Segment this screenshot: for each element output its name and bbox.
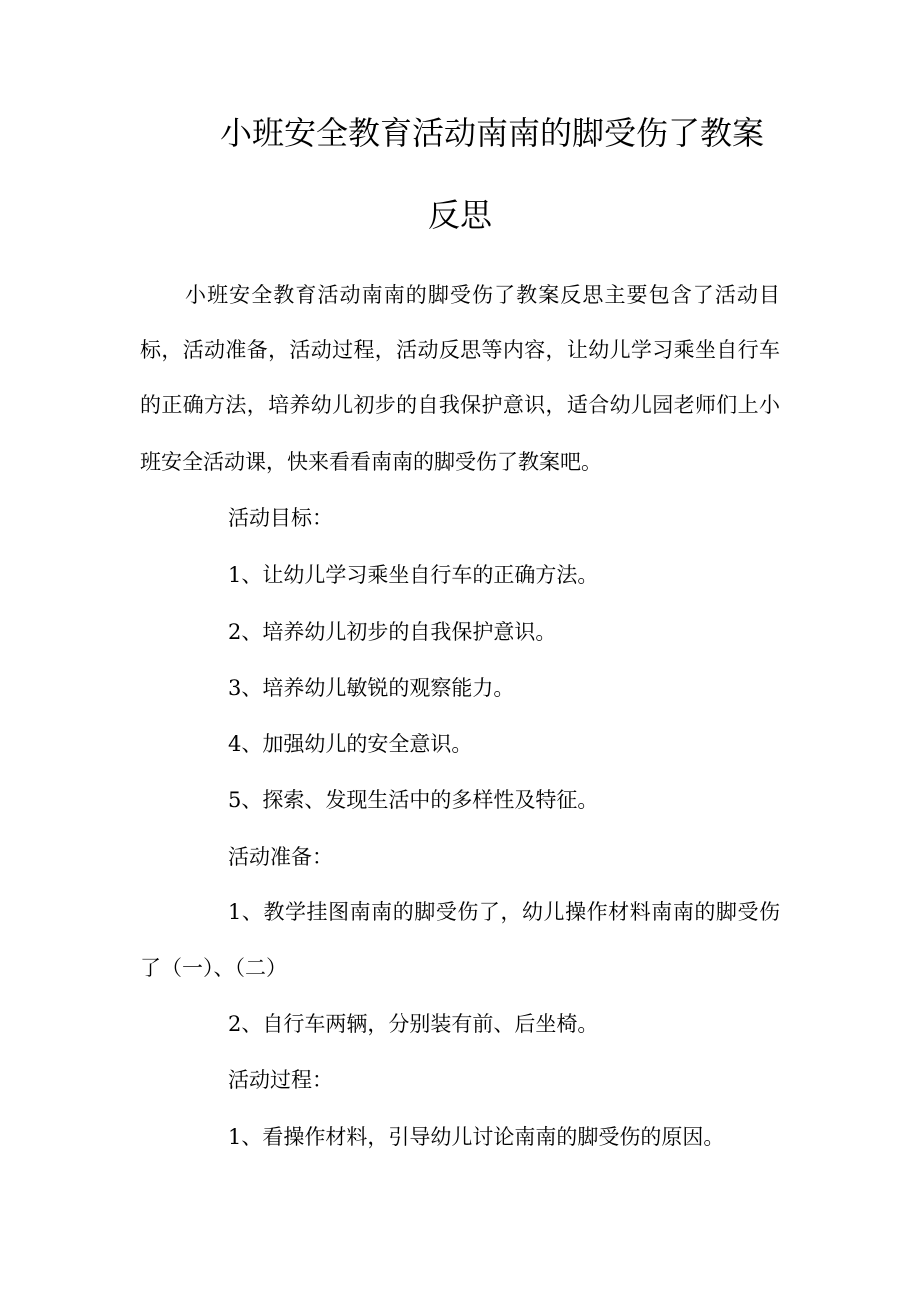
intro-line: 标，活动准备，活动过程，活动反思等内容，让幼儿学习乘坐自行车 [140,338,780,362]
prep-item: 2、自行车两辆，分别装有前、后坐椅。 [228,1012,599,1036]
process-heading: 活动过程： [228,1068,333,1092]
goal-item: 2、培养幼儿初步的自我保护意识。 [228,620,557,644]
goal-item: 5、探索、发现生活中的多样性及特征。 [228,788,599,812]
document-title-line-2: 反思 [427,196,492,234]
prep-heading: 活动准备： [228,845,333,869]
intro-line: 的正确方法，培养幼儿初步的自我保护意识，适合幼儿园老师们上小 [140,393,780,417]
intro-line: 小班安全教育活动南南的脚受伤了教案反思主要包含了活动目 [185,283,780,307]
prep-item: 1、教学挂图南南的脚受伤了，幼儿操作材料南南的脚受伤 [228,900,780,924]
document-title-line-1: 小班安全教育活动南南的脚受伤了教案 [220,114,765,152]
goal-item: 4、加强幼儿的安全意识。 [228,732,473,756]
process-item: 1、看操作材料，引导幼儿讨论南南的脚受伤的原因。 [228,1125,725,1149]
goal-item: 3、培养幼儿敏锐的观察能力。 [228,676,515,700]
goal-item: 1、让幼儿学习乘坐自行车的正确方法。 [228,563,599,587]
intro-line: 班安全活动课，快来看看南南的脚受伤了教案吧。 [140,450,602,474]
goals-heading: 活动目标： [228,506,333,530]
prep-item-continued: 了（一）、（二） [140,956,287,980]
